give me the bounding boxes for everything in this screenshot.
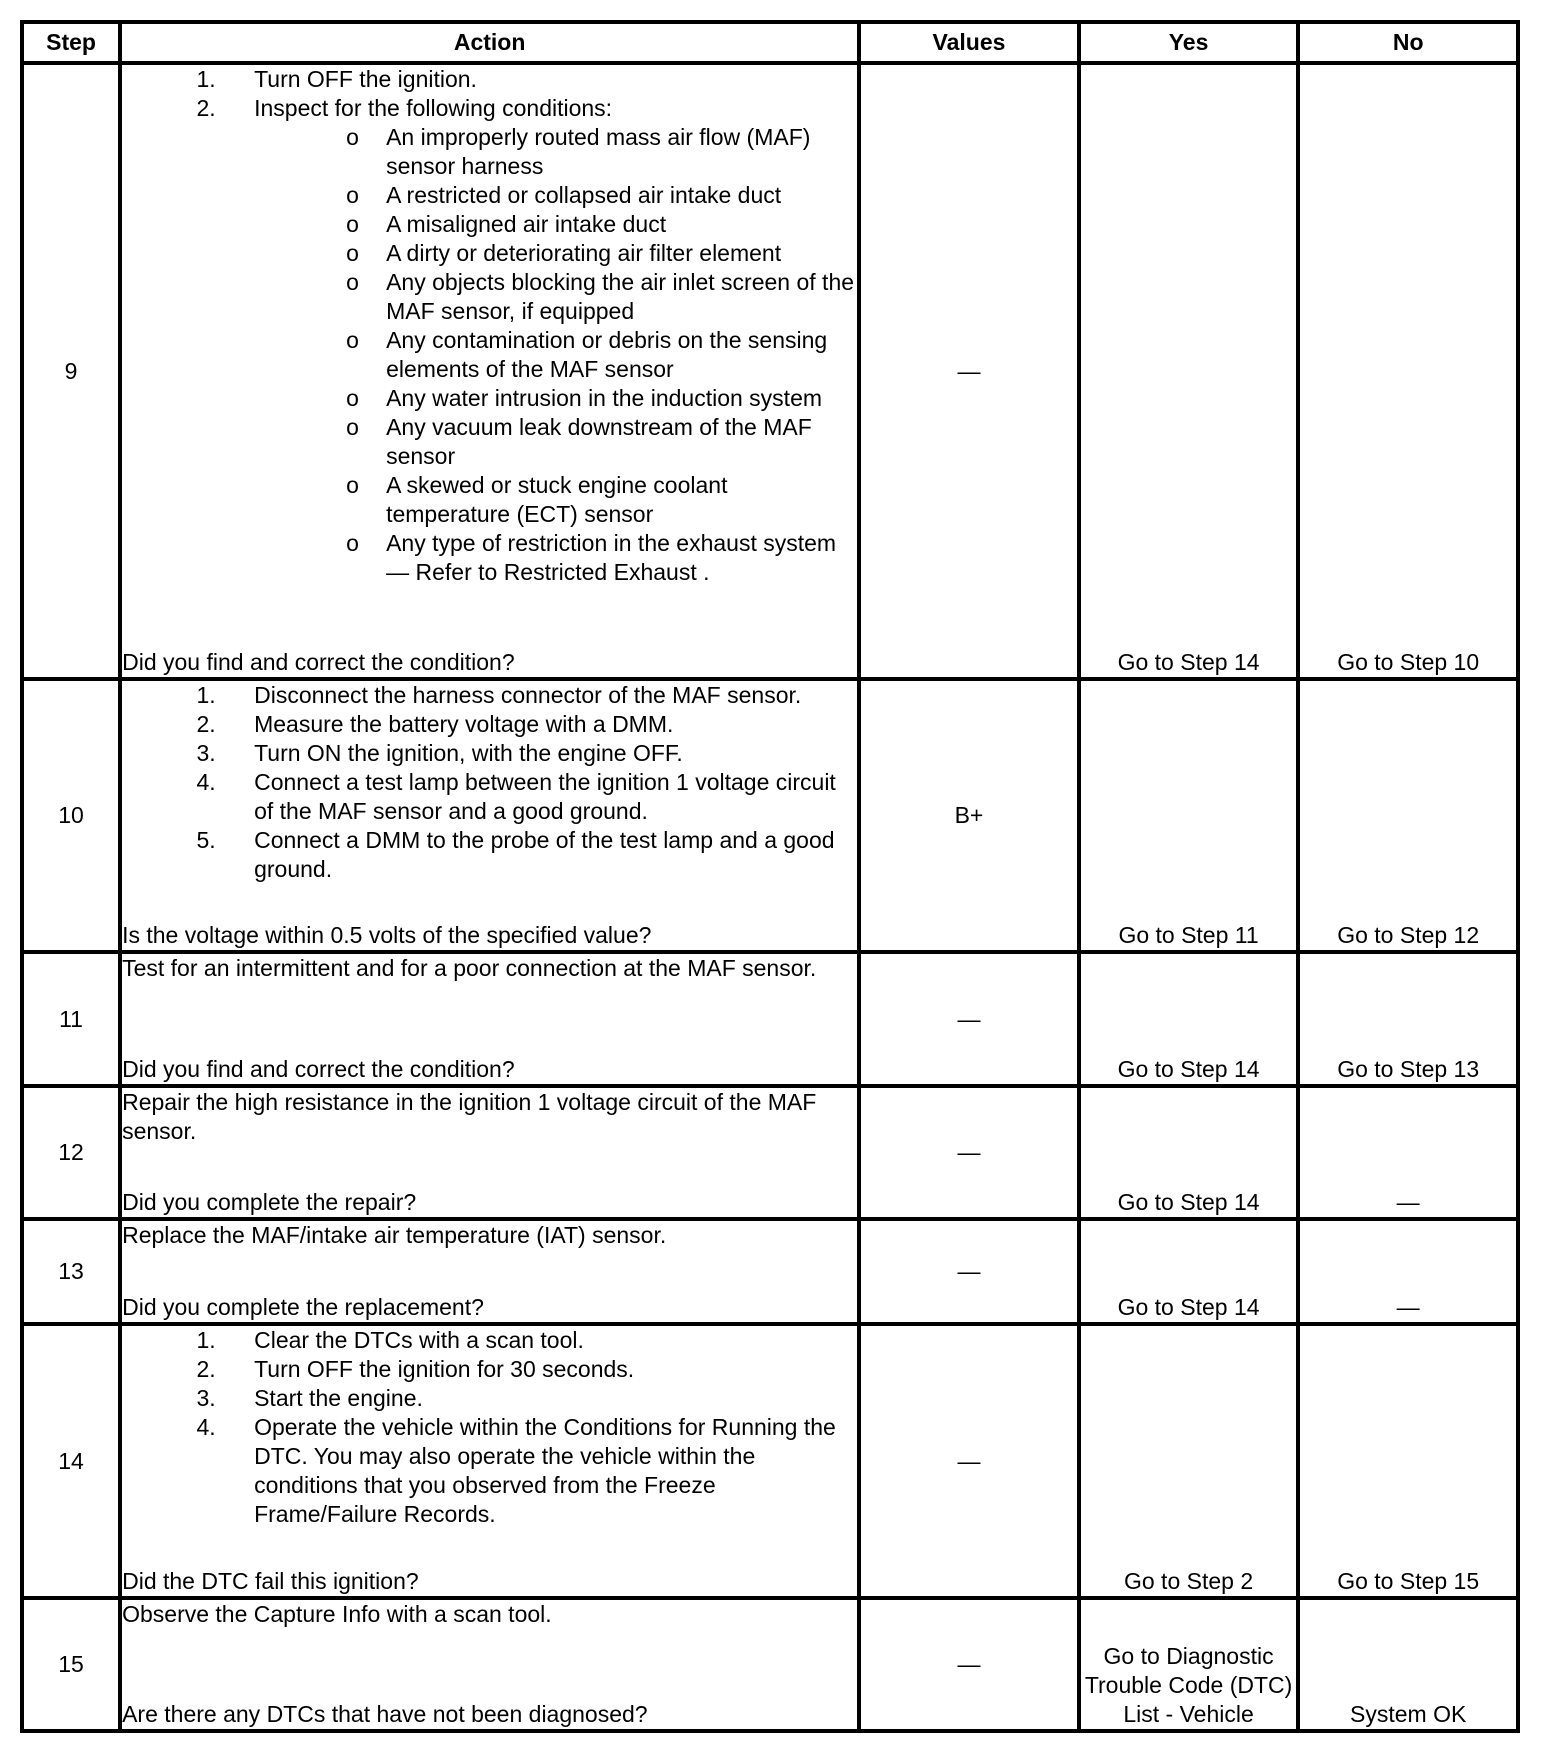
- list-item: o A skewed or stuck engine coolant temperature (ECT) sensor: [386, 471, 857, 529]
- list-item: o An improperly routed mass air flow (MAF) sensor harness: [386, 123, 857, 181]
- yes-cell: Go to Step 14: [1079, 63, 1299, 679]
- step-number: 14: [22, 1324, 120, 1597]
- values-cell: —: [859, 63, 1079, 679]
- list-item: o A dirty or deteriorating air filter element: [386, 239, 857, 268]
- header-step: Step: [22, 22, 120, 63]
- values-cell: B+: [859, 679, 1079, 952]
- no-cell: System OK: [1298, 1598, 1518, 1731]
- no-cell: —: [1298, 1086, 1518, 1219]
- header-values: Values: [859, 22, 1079, 63]
- table-row: [22, 1598, 1518, 1731]
- values-cell: —: [859, 1324, 1079, 1597]
- values-cell: —: [859, 1219, 1079, 1324]
- action-cell: [120, 1598, 859, 1731]
- header-action: Action: [120, 22, 859, 63]
- no-cell: Go to Step 10: [1298, 63, 1518, 679]
- list-item: 2. Measure the battery voltage with a DMM.: [222, 710, 857, 739]
- no-cell: Go to Step 13: [1298, 952, 1518, 1085]
- list-item: 1. Disconnect the harness connector of the MAF sensor.: [222, 681, 857, 710]
- table-row: [22, 952, 1518, 1085]
- action-cell: [120, 1086, 859, 1219]
- action-cell: [120, 679, 859, 952]
- question-text: Is the voltage within 0.5 volts of the specified value?: [122, 922, 652, 949]
- yes-cell: Go to Diagnostic Trouble Code (DTC) List - Vehicle: [1079, 1598, 1299, 1731]
- no-cell: —: [1298, 1219, 1518, 1324]
- question-text: Are there any DTCs that have not been diagnosed?: [122, 1701, 648, 1727]
- list-item: o Any contamination or debris on the sensing elements of the MAF sensor: [386, 326, 857, 384]
- no-cell: Go to Step 15: [1298, 1324, 1518, 1597]
- header-yes: Yes: [1079, 22, 1299, 63]
- condition-list: [254, 123, 857, 587]
- action-cell: [120, 952, 859, 1085]
- step-list: [122, 65, 857, 587]
- list-item: o Any water intrusion in the induction system: [386, 384, 857, 413]
- list-item: o A restricted or collapsed air intake duct: [386, 181, 857, 210]
- list-item: 1. Clear the DTCs with a scan tool.: [222, 1326, 857, 1355]
- list-item: o A misaligned air intake duct: [386, 210, 857, 239]
- table-row: [22, 63, 1518, 679]
- list-item: 2. Turn OFF the ignition for 30 seconds.: [222, 1355, 857, 1384]
- action-text: Replace the MAF/intake air temperature (IAT) sensor.: [122, 1222, 667, 1249]
- action-text: Repair the high resistance in the ignition 1 voltage circuit of the MAF sensor.: [122, 1088, 817, 1144]
- step-number: 11: [22, 952, 120, 1085]
- table-row: [22, 1324, 1518, 1597]
- yes-cell: Go to Step 14: [1079, 1086, 1299, 1219]
- yes-cell: Go to Step 11: [1079, 679, 1299, 952]
- yes-cell: Go to Step 14: [1079, 1219, 1299, 1324]
- values-cell: —: [859, 952, 1079, 1085]
- action-cell: [120, 1324, 859, 1597]
- list-item: 4. Operate the vehicle within the Conditions for Running the DTC. You may also operate the vehicle within the conditions that you observed from the Freeze Frame/Failure Records.: [222, 1413, 857, 1529]
- step-number: 15: [22, 1598, 120, 1731]
- list-item: [222, 94, 857, 587]
- question-text: Did you find and correct the condition?: [122, 649, 515, 676]
- step-list: [122, 1326, 857, 1529]
- values-cell: —: [859, 1598, 1079, 1731]
- question-text: Did the DTC fail this ignition?: [122, 1567, 419, 1594]
- list-item: 3. Start the engine.: [222, 1384, 857, 1413]
- question-text: Did you complete the repair?: [122, 1189, 417, 1216]
- table-row: [22, 1219, 1518, 1324]
- step-number: 9: [22, 63, 120, 679]
- step-number: 12: [22, 1086, 120, 1219]
- no-cell: Go to Step 12: [1298, 679, 1518, 952]
- action-cell: [120, 1219, 859, 1324]
- list-item: 3. Turn ON the ignition, with the engine OFF.: [222, 739, 857, 768]
- table-row: [22, 679, 1518, 952]
- yes-cell: Go to Step 14: [1079, 952, 1299, 1085]
- list-item: o Any objects blocking the air inlet screen of the MAF sensor, if equipped: [386, 268, 857, 326]
- header-no: No: [1298, 22, 1518, 63]
- list-item: 1. Turn OFF the ignition.: [222, 65, 857, 94]
- step-number: 13: [22, 1219, 120, 1324]
- action-text: Test for an intermittent and for a poor connection at the MAF sensor.: [122, 955, 817, 982]
- list-item: 5. Connect a DMM to the probe of the test lamp and a good ground.: [222, 826, 857, 884]
- step-list: [122, 681, 857, 884]
- list-item: o Any vacuum leak downstream of the MAF sensor: [386, 413, 857, 471]
- values-cell: —: [859, 1086, 1079, 1219]
- table-row: [22, 1086, 1518, 1219]
- question-text: Did you complete the replacement?: [122, 1294, 484, 1321]
- table-header-row: [22, 22, 1518, 63]
- list-item: 4. Connect a test lamp between the ignition 1 voltage circuit of the MAF sensor and a good ground.: [222, 768, 857, 826]
- question-text: Did you find and correct the condition?: [122, 1055, 515, 1082]
- action-cell: [120, 63, 859, 679]
- list-item: o Any type of restriction in the exhaust system— Refer to Restricted Exhaust .: [386, 529, 857, 587]
- yes-cell: Go to Step 2: [1079, 1324, 1299, 1597]
- action-text: Observe the Capture Info with a scan tool.: [122, 1600, 552, 1627]
- list-item-text: Inspect for the following conditions:: [254, 95, 613, 121]
- diagnostic-table: [20, 20, 1520, 1733]
- step-number: 10: [22, 679, 120, 952]
